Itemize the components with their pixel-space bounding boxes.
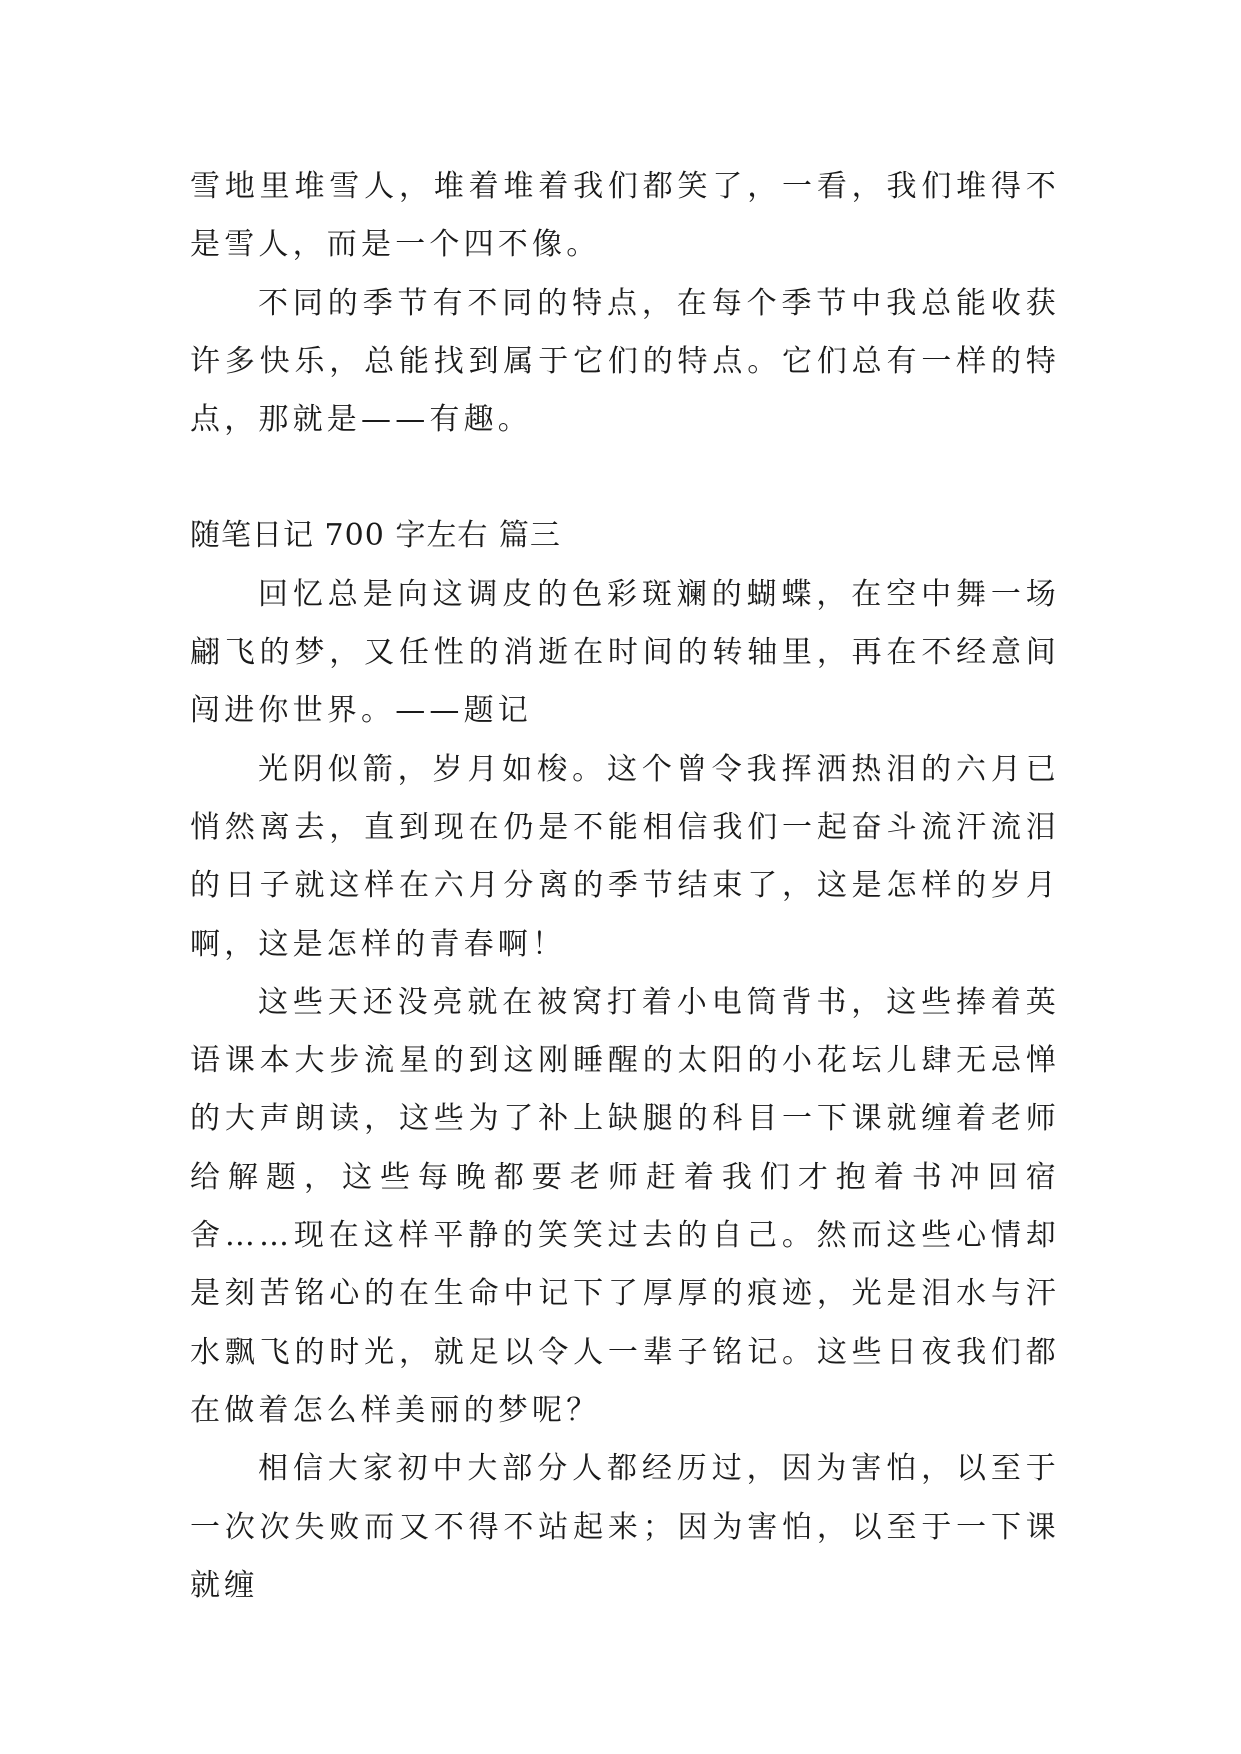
paragraph-june: 光阴似箭，岁月如梭。这个曾令我挥洒热泪的六月已悄然离去，直到现在仍是不能相信我们一起奋斗流汗流泪的日子就这样在六月分离的季节结束了，这是怎样的岁月啊，这是怎样的青春啊！	[190, 751, 1060, 962]
paragraph-fear: 相信大家初中大部分人都经历过，因为害怕，以至于一次次失败而又不得不站起来；因为害怕，以至于一下课就缠	[190, 1451, 1060, 1603]
paragraph-seasons: 不同的季节有不同的特点，在每个季节中我总能收获许多快乐，总能找到属于它们的特点。它们总有一样的特点，那就是——有趣。	[190, 285, 1060, 438]
paragraph-study-days: 这些天还没亮就在被窝打着小电筒背书，这些捧着英语课本大步流星的到这刚睡醒的太阳的小花坛儿肆无忌惮的大声朗读，这些为了补上缺腿的科目一下课就缠着老师给解题，这些每晚都要老师赶着我们才抱着书冲回宿舍……现在这样平静的笑笑过去的自己。然而这些心情却是刻苦铭心的在生命中记下了厚厚的痕迹，光是泪水与汗水飘飞的时光，就足以令人一辈子铭记。这些日夜我们都在做着怎么样美丽的梦呢？	[190, 984, 1060, 1428]
paragraph-snowman: 雪地里堆雪人，堆着堆着我们都笑了，一看，我们堆得不是雪人，而是一个四不像。	[190, 169, 1060, 263]
section-heading: 随笔日记 700 字左右 篇三	[190, 518, 561, 554]
document-body	[190, 158, 1060, 1615]
paragraph-epigraph: 回忆总是向这调皮的色彩斑斓的蝴蝶，在空中舞一场翩飞的梦，又任性的消逝在时间的转轴里，再在不经意间闯进你世界。——题记	[190, 576, 1060, 729]
section-gap	[190, 449, 1060, 507]
